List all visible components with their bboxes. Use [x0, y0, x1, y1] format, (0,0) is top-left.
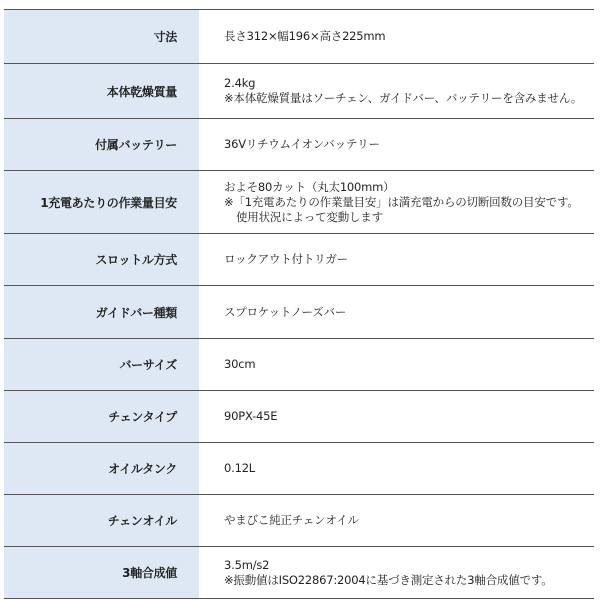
spec-label: 3軸合成値 — [4, 547, 199, 599]
spec-label: 寸法 — [4, 10, 199, 64]
spec-value — [199, 10, 594, 64]
spec-value-line: 長さ312×幅196×高さ225mm — [224, 29, 386, 43]
spec-row-throttle — [4, 234, 594, 286]
spec-row-work-per-charge — [4, 171, 594, 234]
spec-value — [199, 286, 594, 339]
spec-table — [4, 9, 594, 599]
spec-value-line: 36Vリチウムイオンバッテリー — [224, 137, 380, 151]
spec-row-bar-size — [4, 339, 594, 391]
spec-value — [199, 119, 594, 171]
spec-row-dry-weight — [4, 64, 594, 119]
spec-label: 1充電あたりの作業量目安 — [4, 171, 199, 234]
spec-value — [199, 339, 594, 391]
spec-row-guide-bar — [4, 286, 594, 339]
spec-row-chain-oil — [4, 495, 594, 547]
spec-value-line: 3.5m/s2 — [224, 557, 270, 572]
spec-value — [199, 64, 594, 119]
spec-value — [199, 234, 594, 286]
spec-row-battery — [4, 119, 594, 171]
spec-label: オイルタンク — [4, 443, 199, 495]
spec-value-line: スプロケットノーズバー — [224, 304, 347, 319]
spec-row-vibration — [4, 547, 594, 599]
spec-label: ガイドバー種類 — [4, 286, 199, 339]
spec-value — [199, 171, 594, 234]
spec-row-oil-tank — [4, 443, 594, 495]
spec-value-note: ※振動値はISO22867:2004に基づき測定された3軸合成値です。 — [224, 572, 553, 587]
spec-row-chain-type — [4, 391, 594, 443]
spec-label: チェンタイプ — [4, 391, 199, 443]
spec-value-note: 使用状況によって変動します — [236, 209, 383, 224]
spec-value-line: ロックアウト付トリガー — [224, 252, 348, 266]
spec-value-line: 2.4kg — [224, 76, 256, 90]
spec-value-note: ※本体乾燥質量はソーチェン、ガイドバー、バッテリーを含みません。 — [224, 91, 583, 105]
spec-label: スロットル方式 — [4, 234, 199, 286]
spec-value-line: やまびこ純正チェンオイル — [224, 513, 359, 527]
spec-value-note: ※「1充電あたりの作業量目安」は満充電からの切断回数の目安です。 — [224, 194, 579, 209]
spec-value-line: 90PX-45E — [224, 409, 278, 423]
spec-value — [199, 443, 594, 495]
spec-label: チェンオイル — [4, 495, 199, 547]
spec-value-line: 30cm — [224, 357, 256, 371]
spec-value-line: およそ80カット（丸太100mm） — [224, 179, 395, 194]
spec-row-dimensions — [4, 10, 594, 64]
spec-label: バーサイズ — [4, 339, 199, 391]
spec-label: 付属バッテリー — [4, 119, 199, 171]
spec-value — [199, 391, 594, 443]
spec-value — [199, 547, 594, 599]
spec-label: 本体乾燥質量 — [4, 64, 199, 119]
spec-value — [199, 495, 594, 547]
spec-value-line: 0.12L — [224, 461, 256, 475]
